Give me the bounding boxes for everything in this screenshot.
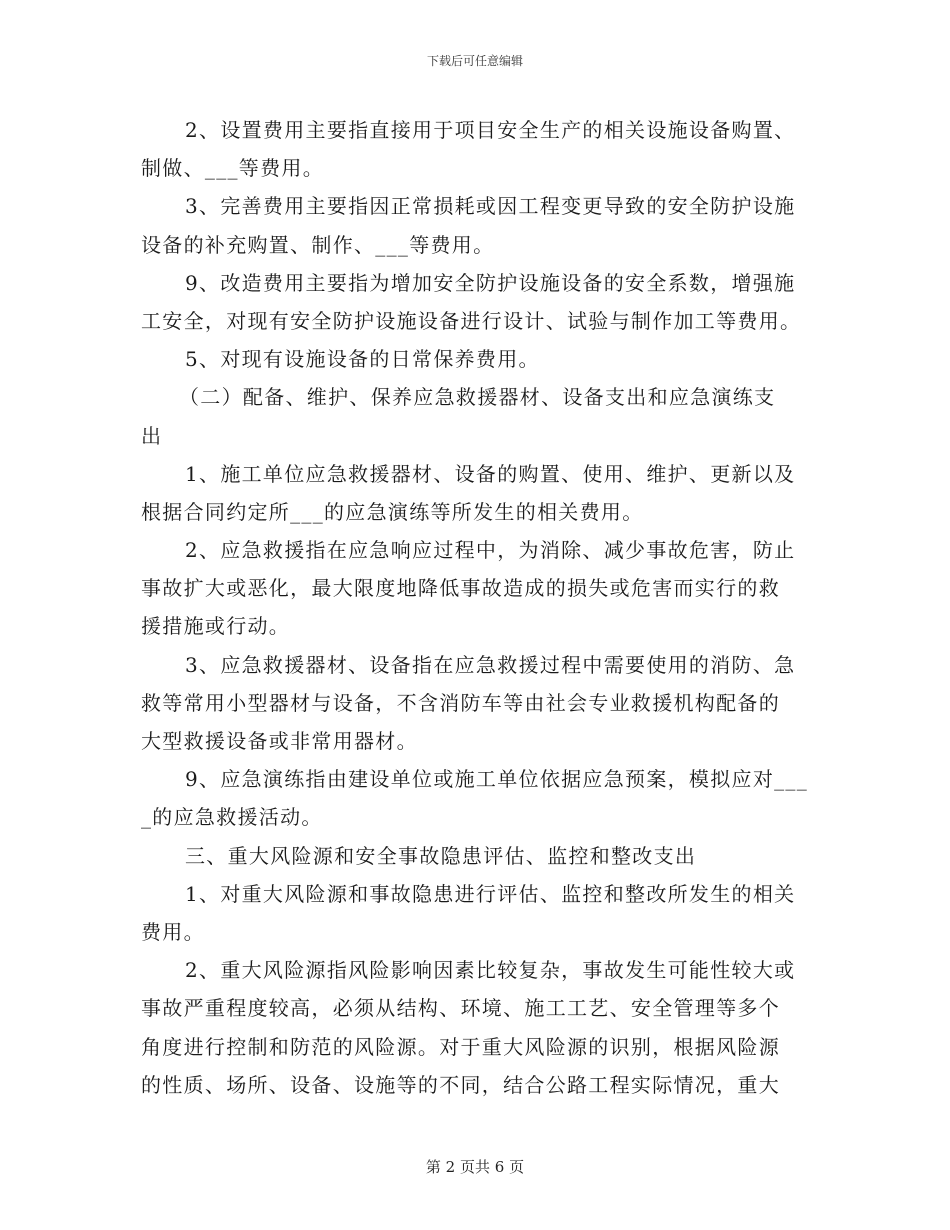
text-line: 根据合同约定所___的应急演练等所发生的相关费用。	[141, 499, 644, 524]
text-line: 制做、___等费用。	[141, 156, 324, 181]
text-line: 设备的补充购置、制作、___等费用。	[141, 232, 495, 257]
text-line: 救等常用小型器材与设备，不含消防车等由社会专业救援机构配备的	[141, 690, 780, 715]
text-line: 2、重大风险源指风险影响因素比较复杂，事故发生可能性较大或	[185, 958, 796, 983]
text-line: 角度进行控制和防范的风险源。对于重大风险源的识别，根据风险源	[141, 1034, 780, 1059]
section-heading-continuation: 出	[141, 423, 163, 448]
text-line: 大型救援设备或非常用器材。	[141, 729, 418, 753]
text-line: 1、施工单位应急救援器材、设备的购置、使用、维护、更新以及	[185, 461, 796, 486]
text-line: 5、对现有设施设备的日常保养费用。	[185, 347, 540, 372]
text-line: 9、改造费用主要指为增加安全防护设施设备的安全系数，增强施	[185, 270, 796, 295]
text-line: 3、完善费用主要指因正常损耗或因工程变更导致的安全防护设施	[185, 194, 796, 219]
text-line: 2、设置费用主要指直接用于项目安全生产的相关设施设备购置、	[185, 118, 796, 142]
text-line: 事故严重程度较高，必须从结构、环境、施工工艺、安全管理等多个	[141, 996, 780, 1021]
section-heading: （二）配备、维护、保养应急救援器材、设备支出和应急演练支	[179, 385, 776, 410]
text-line: 9、应急演练指由建设单位或施工单位依据应急预案，模拟应对___	[185, 767, 809, 792]
section-heading: 三、重大风险源和安全事故隐患评估、监控和整改支出	[185, 843, 697, 868]
text-line: 事故扩大或恶化，最大限度地降低事故造成的损失或危害而实行的救	[141, 576, 780, 601]
text-line: 工安全，对现有安全防护设施设备进行设计、试验与制作加工等费用。	[141, 308, 802, 333]
document-body	[141, 111, 813, 1104]
page-header: 下载后可任意编辑	[426, 54, 523, 68]
text-line: 的性质、场所、设备、设施等的不同，结合公路工程实际情况，重大	[141, 1072, 780, 1097]
text-line: 3、应急救援器材、设备指在应急救援过程中需要使用的消防、急	[185, 652, 796, 677]
text-line: 援措施或行动。	[141, 614, 291, 639]
text-line: 1、对重大风险源和事故隐患进行评估、监控和整改所发生的相关	[185, 881, 796, 906]
text-line: 2、应急救援指在应急响应过程中，为消除、减少事故危害，防止	[185, 538, 796, 563]
text-line: _的应急救援活动。	[141, 805, 323, 830]
text-line: 费用。	[141, 919, 205, 944]
page-footer: 第 2 页共 6 页	[425, 1158, 525, 1176]
